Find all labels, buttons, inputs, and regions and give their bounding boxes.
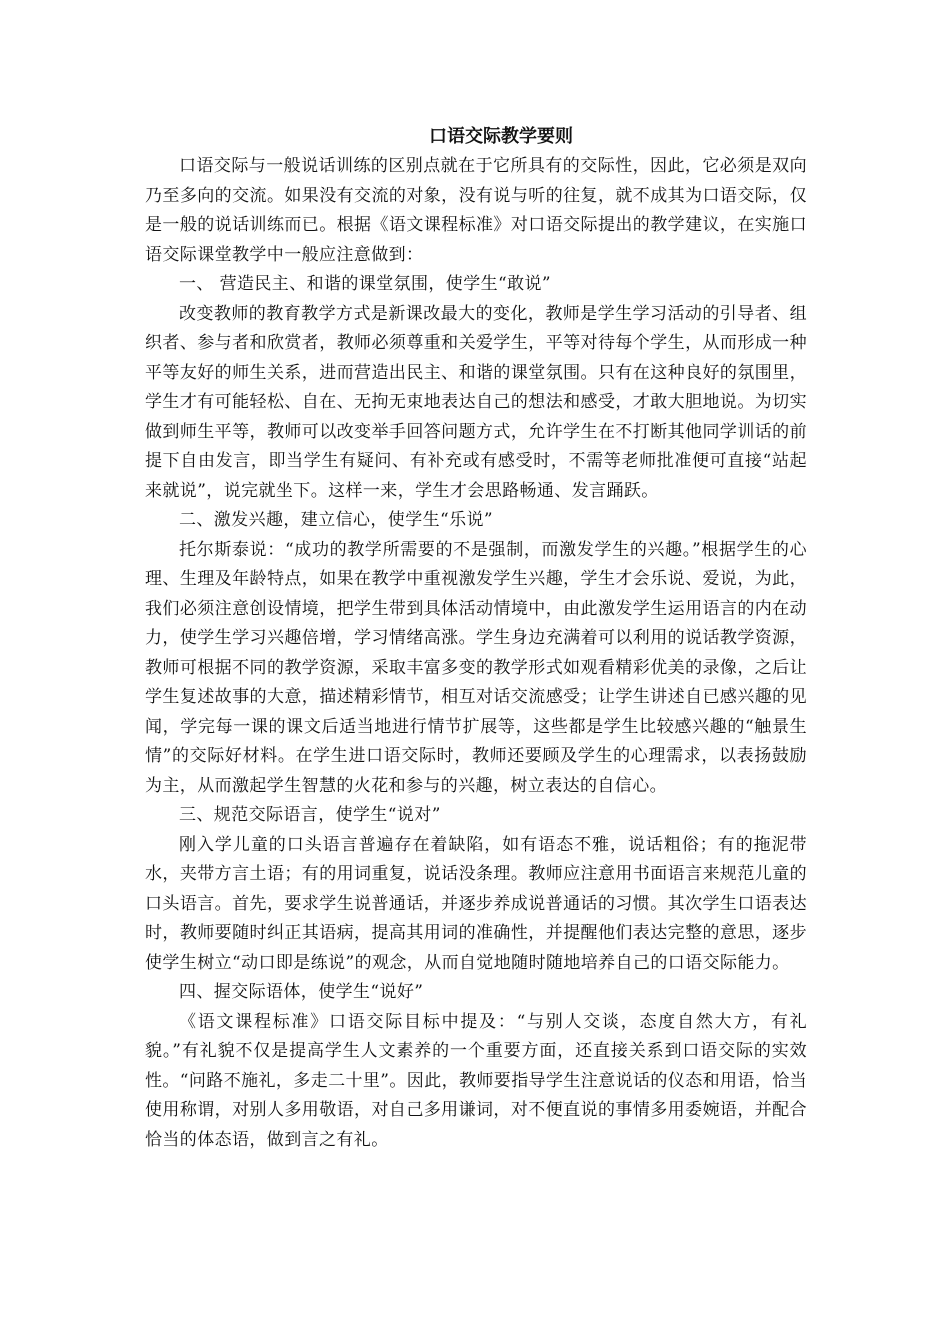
section-4-body: 《语文课程标准》口语交际目标中提及：“与别人交谈，态度自然大方，有礼貌。”有礼貌不仅是提高学生人文素养的一个重要方面，还直接关系到口语交际的实效性。“问路不施礼，多走二十里”。因此，教师要指导学生注意说话的仪态和用语，恰当使用称谓，对别人多用敬语，对自己多用谦词，对不便直说的事情多用委婉语，并配合恰当的体态语，做到言之有礼。 xyxy=(145,1011,807,1150)
section-2-body: 托尔斯泰说：“成功的教学所需要的不是强制，而激发学生的兴趣。”根据学生的心理、生理及年龄特点，如果在教学中重视激发学生兴趣，学生才会乐说、爱说，为此，我们必须注意创设情境，把学生带到具体活动情境中，由此激发学生运用语言的内在动力，使学生学习兴趣倍增，学习情绪高涨。学生身边充满着可以利用的说话教学资源，教师可根据不同的教学资源，采取丰富多变的教学形式如观看精彩优美的录像，之后让学生复述故事的大意，描述精彩情节，相互对话交流感受；让学生讲述自已感兴趣的见闻，学完每一课的课文后适当地进行情节扩展等，这些都是学生比较感兴趣的“触景生情”的交际好材料。在学生进口语交际时，教师还要顾及学生的心理需求，以表扬鼓励为主，从而激起学生智慧的火花和参与的兴趣，树立表达的自信心。 xyxy=(145,539,807,796)
section-2-heading: 二、激发兴趣，建立信心，使学生“乐说” xyxy=(179,510,493,530)
section-1-body: 改变教师的教育教学方式是新课改最大的变化，教师是学生学习活动的引导者、组织者、参与者和欣赏者，教师必须尊重和关爱学生，平等对待每个学生，从而形成一种平等友好的师生关系，进而营造出民主、和谐的课堂氛围。只有在这种良好的氛围里，学生才有可能轻松、自在、无拘无束地表达自己的想法和感受，才敢大胆地说。为切实做到师生平等，教师可以改变举手回答问题方式，允许学生在不打断其他同学训话的前提下自由发言，即当学生有疑问、有补充或有感受时，不需等老师批准便可直接“站起来就说”，说完就坐下。这样一来，学生才会思路畅通、发言踊跃。 xyxy=(145,303,807,501)
section-3-body: 刚入学儿童的口头语言普遍存在着缺陷，如有语态不雅，说话粗俗；有的拖泥带水，夹带方言土语；有的用词重复，说话没条理。教师应注意用书面语言来规范儿童的口头语言。首先，要求学生说普通话，并逐步养成说普通话的习惯。其次学生口语表达时，教师要随时纠正其语病，提高其用词的准确性，并提醒他们表达完整的意思，逐步使学生树立“动口即是练说”的观念，从而自觉地随时随地培养自己的口语交际能力。 xyxy=(145,834,807,973)
document-title: 口语交际教学要则 xyxy=(429,126,573,147)
document-page xyxy=(145,122,807,1155)
intro-paragraph: 口语交际与一般说话训练的区别点就在于它所具有的交际性，因此，它必须是双向乃至多向的交流。如果没有交流的对象，没有说与听的往复，就不成其为口语交际，仅是一般的说话训练而已。根据《语文课程标准》对口语交际提出的教学建议，在实施口语交际课堂教学中一般应注意做到： xyxy=(145,156,807,265)
section-3-heading: 三、规范交际语言，使学生“说对” xyxy=(179,805,441,825)
section-1-heading: 一、 营造民主、和谐的课堂氛围，使学生“敢说” xyxy=(179,274,551,294)
section-4-heading: 四、握交际语体，使学生“说好” xyxy=(179,982,424,1002)
